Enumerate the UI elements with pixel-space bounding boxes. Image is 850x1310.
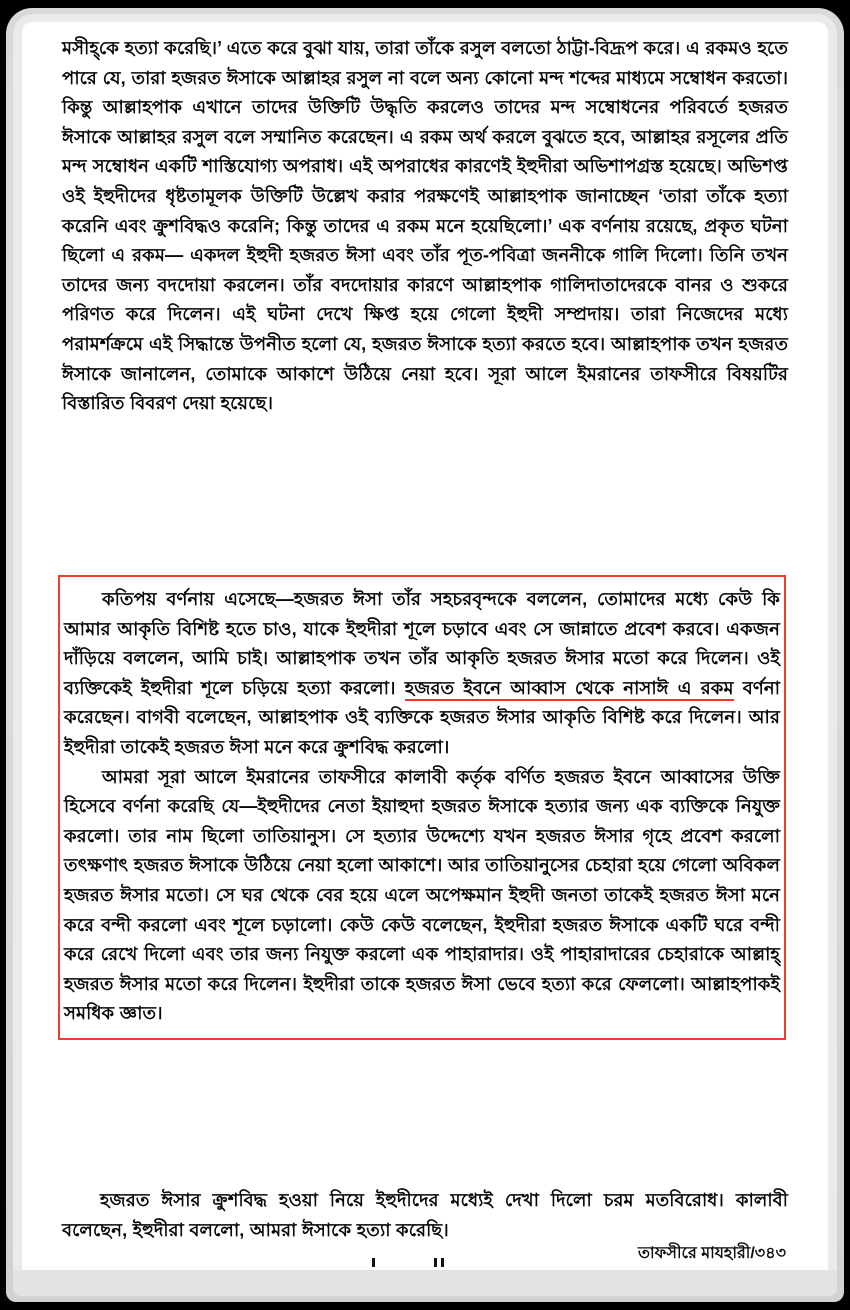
paragraph-box-2 <box>64 763 780 1029</box>
paragraph-box-2-segment-plain: আমরা সূরা আলে ইমরানের তাফসীরে কালাবী কর্তৃক বর্ণিত হজরত ইবনে আব্বাসের উক্তি হিসেবে বর্ণনা করেছি যে—ইহুদীদের নেতা ইয়াহুদা হজরত ঈসাকে হত্যার জন্য এক ব্যক্তিকে নিযুক্ত করলো। তার নাম ছিলো তাতিয়ানুস। সে হত্যার উদ্দেশ্যে যখন হজরত ঈসার গৃহে প্রবেশ করলো তৎক্ষণাৎ হজরত ঈসাকে উঠিয়ে নেয়া হলো আকাশে। আর তাতিয়ানুসের চেহারা হয়ে গেলো অবিকল হজরত ঈসার মতো। সে ঘর থেকে বের হয়ে এলে অপেক্ষমান ইহুদী জনতা তাকেই হজরত ঈসা মনে করে বন্দী করলো এবং শূলে চড়ালো। কেউ কেউ বলেছেন, ইহুদীরা হজরত ঈসাকে একটি ঘরে বন্দী করে রেখে দিলো এবং তার জন্য নিযুক্ত করলো এক পাহারাদার। ওই পাহারাদারের চেহারাকে আল্লাহ্ হজরত ঈসার মতো করে দিলেন। ইহুদীরা তাকে হজরত ঈসা ভেবে হত্যা করে ফেললো। আল্লাহপাকই সমধিক জ্ঞাত। <box>64 766 780 1024</box>
scan-artifact-mark <box>434 1258 437 1267</box>
scan-artifact-mark <box>372 1258 375 1267</box>
paragraph-box-1-segment-plain-b: বর্ণনা করেছেন। বাগবী বলেছেন, আল্লাহপাক ওই ব্যক্তিকে হজরত ঈসার আকৃতি বিশিষ্ট করে দিলেন। আর ইহুদীরা তাকেই হজরত ঈসা মনে করে ক্রুশবিদ্ধ করলো। <box>64 677 781 757</box>
document-page <box>22 22 828 1270</box>
text-block-top <box>62 34 788 419</box>
red-underlined-citation: হজরত ইবনে আব্বাস থেকে নাসাঈ এ রকম <box>405 678 734 701</box>
paragraph-box-1 <box>64 585 780 763</box>
footer-citation: তাফসীরে মাযহারী/৩৪৩ <box>638 1245 786 1262</box>
highlighted-passage-inner <box>64 585 780 1029</box>
paragraph-2: হজরত ঈসার ক্রুশবিদ্ধ হওয়া নিয়ে ইহুদীদের মধ্যেই দেখা দিলো চরম মতবিরোধ। কালাবী বলেছেন, ইহুদীরা বললো, আমরা ঈসাকে হত্যা করেছি। <box>62 1190 788 1240</box>
page-bottom-strip <box>13 1270 837 1296</box>
page-content <box>22 22 828 1270</box>
paragraph-box-1-segment-plain-a: কতিপয় বর্ণনায় এসেছে—হজরত ঈসা তাঁর সহচরবৃন্দকে বললেন, তোমাদের মধ্যে কেউ কি আমার আকৃতি বিশিষ্ট হতে চাও, যাকে ইহুদীরা শূলে চড়াবে এবং সে জান্নাতে প্রবেশ করবে। একজন দাঁড়িয়ে বললেন, আমি চাই। আল্লাহপাক তখন তাঁর আকৃতি হজরত ঈসার মতো করে দিলেন। ওই ব্যক্তিকেই ইহুদীরা শূলে চড়িয়ে হত্যা করলো। <box>64 589 780 698</box>
scan-artifact-mark <box>441 1258 444 1267</box>
text-block-bottom <box>62 1186 788 1245</box>
scan-edge-artifacts <box>22 1258 828 1270</box>
paragraph-1: মসীহ্‌কে হত্যা করেছি।’ এতে করে বুঝা যায়, তারা তাঁকে রসুল বলতো ঠাট্টা-বিদ্রূপ করে। এ রকমও হতে পারে যে, তারা হজরত ঈসাকে আল্লাহর রসুল না বলে অন্য কোনো মন্দ শব্দের মাধ্যমে সম্বোধন করতো। কিন্তু আল্লাহপাক এখানে তাদের উক্তিটি উদ্ধৃতি করলেও তাদের মন্দ সম্বোধনের পরিবর্তে হজরত ঈসাকে আল্লাহর রসুল বলে সম্মানিত করেছেন। এ রকম অর্থ করলে বুঝতে হবে, আল্লাহর রসূলের প্রতি মন্দ সম্বোধন একটি শাস্তিযোগ্য অপরাধ। এই অপরাধের কারণেই ইহুদীরা অভিশাপগ্রস্ত হয়েছে। অভিশপ্ত ওই ইহুদীদের ধৃষ্টতামূলক উক্তিটি উল্লেখ করার পরক্ষণেই আল্লাহপাক জানাচ্ছেন ‘তারা তাঁকে হত্যা করেনি এবং ক্রুশবিদ্ধও করেনি; কিন্তু তাদের এ রকম মনে হয়েছিলো।’ এক বর্ণনায় রয়েছে, প্রকৃত ঘটনা ছিলো এ রকম— একদল ইহুদী হজরত ঈসা এবং তাঁর পূত-পবিত্রা জননীকে গালি দিলো। তিনি তখন তাদের জন্য বদদোয়া করলেন। তাঁর বদদোয়ার কারণে আল্লাহপাক গালিদাতাদেরকে বানর ও শুকরে পরিণত করে দিলেন। এই ঘটনা দেখে ক্ষিপ্ত হয়ে গেলো ইহুদী সম্প্রদায়। তারা নিজেদের মধ্যে পরামর্শক্রমে এই সিদ্ধান্তে উপনীত হলো যে, হজরত ঈসাকে হত্যা করতে হবে। আল্লাহপাক তখন হজরত ঈসাকে জানালেন, তোমাকে আকাশে উঠিয়ে নেয়া হবে। সূরা আলে ইমরানের তাফসীরে বিষয়টির বিস্তারিত বিবরণ দেয়া হয়েছে। <box>62 38 788 414</box>
highlighted-passage-box <box>58 575 786 1040</box>
